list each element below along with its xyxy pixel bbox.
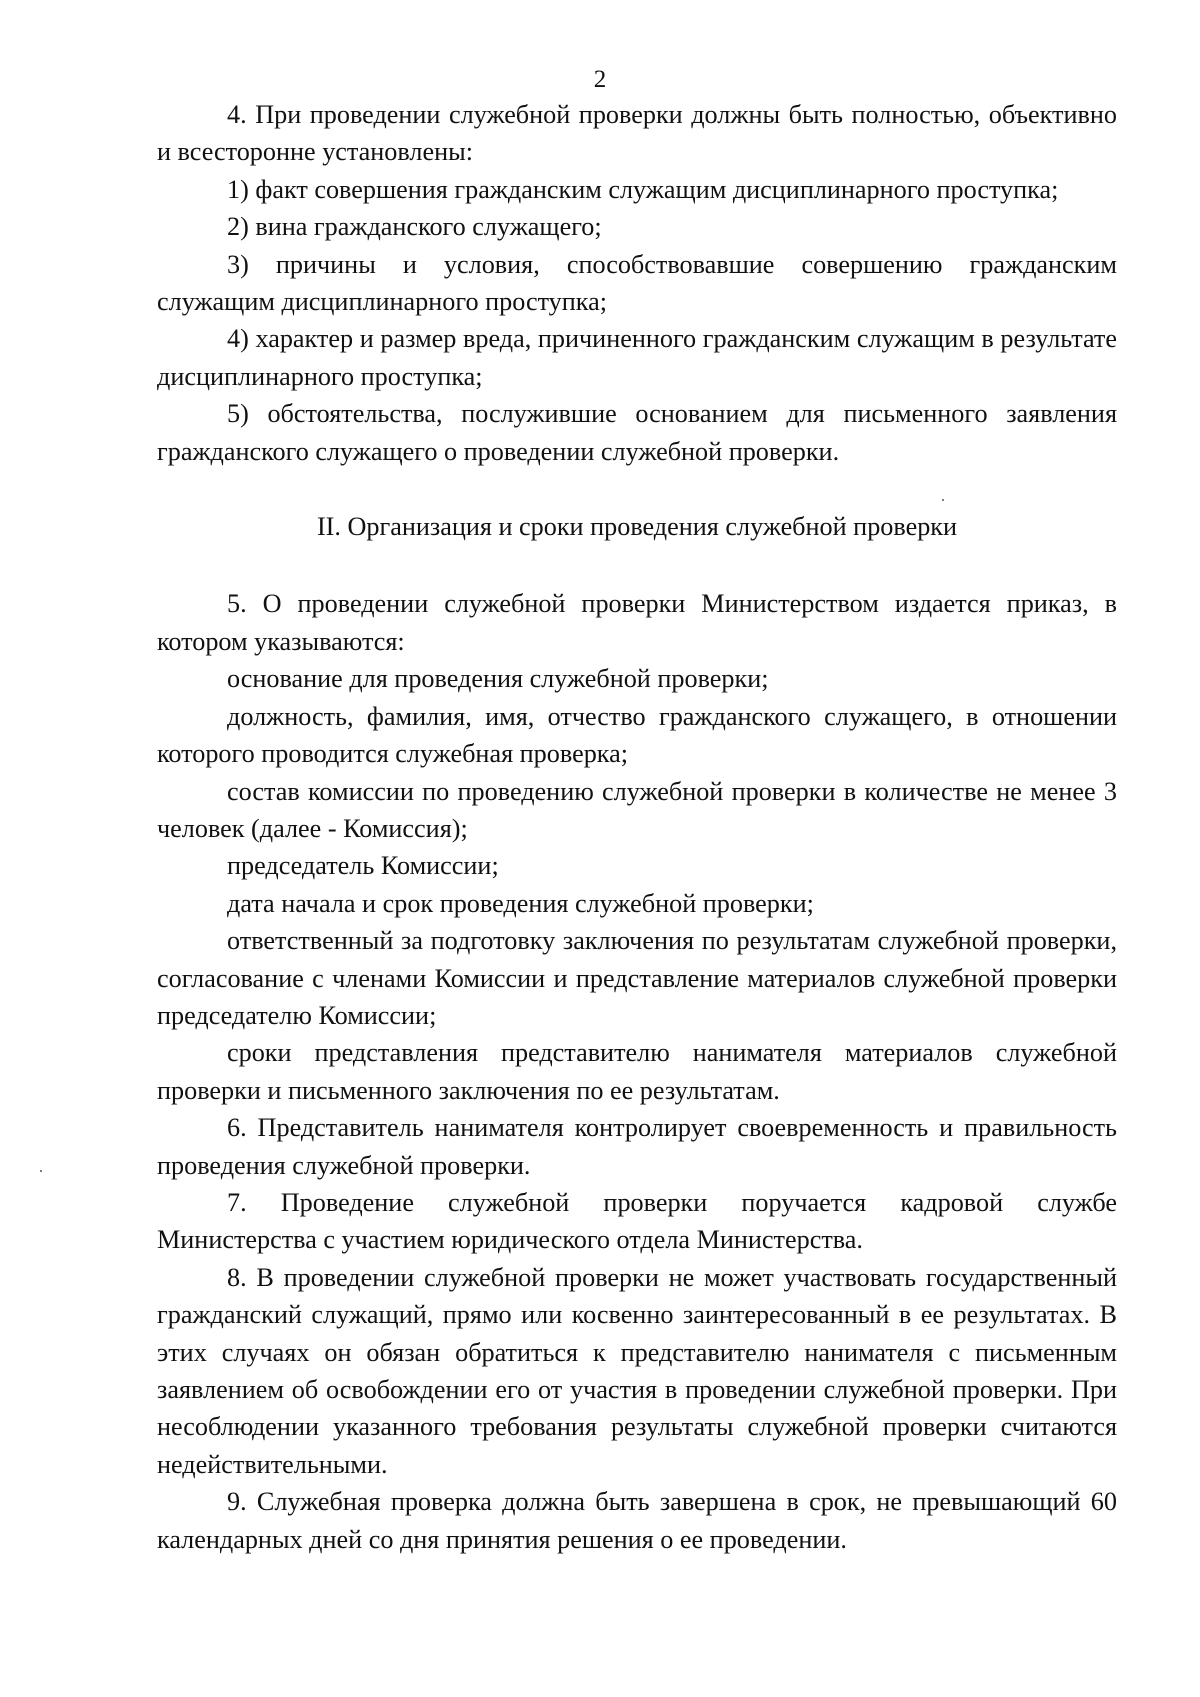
paragraph-9: 9. Служебная проверка должна быть завершена в срок, не превышающий 60 календарных дней со дня принятия решения о ее проведении. [157, 1487, 1117, 1554]
paragraph-5: 5. О проведении служебной проверки Министерством издается приказ, в котором указываются: [157, 589, 1117, 656]
order-item-deadlines: сроки представления представителю нанимателя материалов служебной проверки и письменного заключения по ее результатам. [157, 1038, 1117, 1105]
paragraph-8: 8. В проведении служебной проверки не может участвовать государственный гражданский служащий, прямо или косвенно заинтересованный в ее результатах. В этих случаях он обязан обратиться к представителю нанимателя с письменным заявлением об освобождении его от участия в проведении служебной проверки. При несоблюдении указанного требования результаты служебной проверки считаются недействительными. [157, 1262, 1117, 1479]
list-item-2: 2) вина гражданского служащего; [227, 212, 602, 242]
order-item-dates: дата начала и срок проведения служебной проверки; [227, 888, 814, 918]
order-item-commission: состав комиссии по проведению служебной проверки в количестве не менее 3 человек (далее - Комиссия); [157, 776, 1117, 843]
section-organization-and-terms [157, 470, 1117, 1558]
order-item-employee: должность, фамилия, имя, отчество гражданского служащего, в отношении которого проводится служебная проверка; [157, 701, 1117, 769]
document-body [157, 96, 1117, 1558]
section-investigation-requirements [157, 96, 1117, 470]
list-item-5: 5) обстоятельства, послужившие основанием для письменного заявления гражданского служащего о проведении служебной проверки. [157, 399, 1117, 466]
list-item-4: 4) характер и размер вреда, причиненного гражданским служащим в результате дисциплинарного проступка; [157, 324, 1117, 391]
page-number: 2 [593, 66, 607, 93]
paragraph-7: 7. Проведение служебной проверки поручается кадровой службе Министерства с участием юридического отдела Министерства. [157, 1187, 1117, 1255]
list-item-1: 1) факт совершения гражданским служащим дисциплинарного проступка; [227, 174, 1059, 204]
order-item-chairman: председатель Комиссии; [227, 851, 499, 881]
order-item-responsible: ответственный за подготовку заключения по результатам служебной проверки, согласование с членами Комиссии и представление материалов служебной проверки председателю Комиссии; [157, 926, 1117, 1030]
scan-speck [942, 499, 944, 501]
paragraph-4: 4. При проведении служебной проверки должны быть полностью, объективно и всесторонне установлены: [157, 100, 1117, 167]
order-item-basis: основание для проведения служебной проверки; [227, 664, 769, 694]
paragraph-6: 6. Представитель нанимателя контролирует своевременность и правильность проведения служебной проверки. [157, 1113, 1117, 1180]
section-heading: II. Организация и сроки проведения служебной проверки [316, 512, 958, 542]
list-item-3: 3) причины и условия, способствовавшие совершению гражданским служащим дисциплинарного проступка; [157, 249, 1117, 317]
scan-speck [40, 1170, 42, 1172]
